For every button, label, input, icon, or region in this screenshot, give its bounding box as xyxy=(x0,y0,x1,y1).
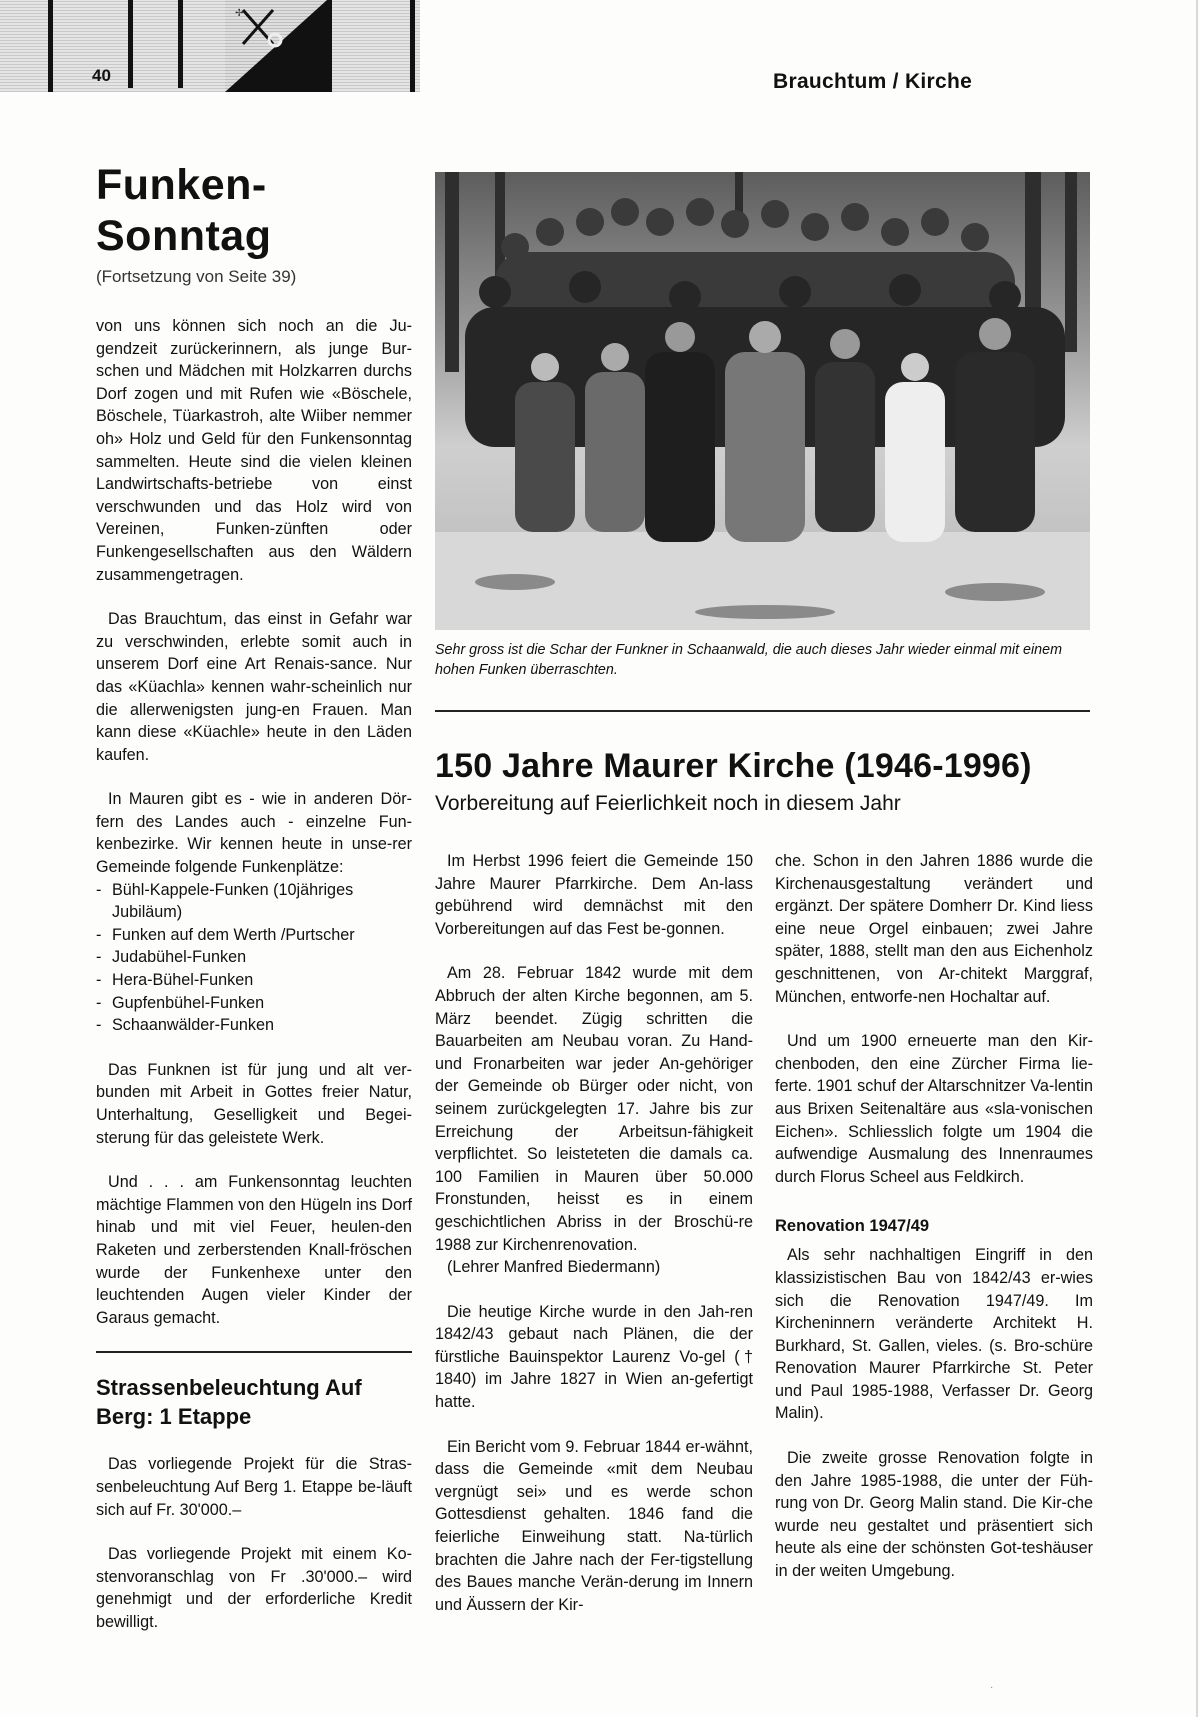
paragraph: Die heutige Kirche wurde in den Jah-ren 1842/43 gebaut nach Plänen, die der fürstliche Bauinspektor Laurenz Vo-gel († 1840) im Jahre 1827 in Wien an-gefertigt hatte. xyxy=(435,1302,753,1412)
title-line: Berg: 1 Etappe xyxy=(96,1404,252,1430)
author-signature: (Lehrer Manfred Biedermann) xyxy=(447,1258,661,1277)
header-divider xyxy=(410,0,415,92)
paragraph: Das Brauchtum, das einst in Gefahr war zu verschwinden, erlebte somit auch in unserem Dorf eine Art Renais-sance. Nur das «Küachla» kennen wahr-scheinlich nur die allerwenigsten jung-en Frauen. Man kann diese «Küachle» heute in den Läden kaufen. xyxy=(96,610,412,764)
paragraph: Im Herbst 1996 feiert die Gemeinde 150 Jahre Maurer Pfarrkirche. Dem An-lass gebührend wird demnächst mit den Vorbereitungen auf das Fest be-gonnen. xyxy=(435,852,753,938)
coat-of-arms-emblem xyxy=(225,0,327,92)
header-divider xyxy=(178,0,183,88)
continuation-note: (Fortsetzung von Seite 39) xyxy=(96,267,297,286)
section-divider xyxy=(435,710,1090,712)
title-line: Funken- xyxy=(96,161,267,209)
paragraph: Die zweite grosse Renovation folgte in den Jahre 1985-1988, die unter der Füh-rung von Dr. Georg Malin stand. Die Kir-che wurde neu gestaltet und präsentiert sich heute als eine der schönsten Got-teshäuser in der weiten Umgebung. xyxy=(775,1449,1093,1581)
funken-article xyxy=(96,160,412,1634)
paragraph: Am 28. Februar 1842 wurde mit dem Abbruch der alten Kirche begonnen, am 5. März beendet. Zügig schritten die Bauarbeiten am Neubau voran. Zu Hand- und Fronarbeiten war jeder An-gehöriger der Gemeinde ob Bürger oder nicht, von seinem zurückgelegten 17. Jahre bis zur Erreichung der Arbeitsun-fähigkeit verpflichtet. So leisteteten die damals ca. 100 Familien in Mauren über 50.000 Fronstunden, heisst es in einem geschichtlichen Abriss in der Broschü-re 1988 zur Kirchenrenovation. xyxy=(435,964,753,1254)
paragraph: Das vorliegende Projekt mit einem Ko-stenvoranschlag von Fr .30'000.– wird genehmigt und der erforderliche Kredit bewilligt. xyxy=(96,1545,412,1631)
paragraph: che. Schon in den Jahren 1886 wurde die Kirchenausgestaltung verändert und ergänzt. Der spätere Domherr Dr. Kind liess eine neue Orgel einbauen; zwei Jahre später, 1888, stellt man den aus Eichenholz geschnittenen, von Ar-chitekt Marggraf, München, entworfe-nen Hochaltar auf. xyxy=(775,852,1093,1006)
header-band xyxy=(0,0,420,92)
subsection-heading: Renovation 1947/49 xyxy=(775,1217,930,1236)
kirche-title: 150 Jahre Maurer Kirche (1946-1996) xyxy=(435,747,1032,785)
paragraph: Als sehr nachhaltigen Eingriff in den klassizistischen Bau von 1842/43 er-wies sich die Renovation 1947/49. Im Kircheninnern veränderte Architekt H. Burkhard, St. Gallen, vieles. (s. Bro-schüre Renovation Maurer Pfarrkirche St. Peter und Paul 1985-1988, Verfasser Dr. Georg Malin). xyxy=(775,1246,1093,1423)
title-line: Strassenbeleuchtung Auf xyxy=(96,1375,362,1401)
title-line: Sonntag xyxy=(96,212,272,260)
footer-mark: · xyxy=(990,1682,994,1693)
kirche-column-right xyxy=(775,850,1093,1583)
header-divider xyxy=(128,0,133,88)
list-item: - Judabühel-Funken xyxy=(96,946,412,969)
paragraph: Das vorliegende Projekt für die Stras-senbeleuchtung Auf Berg 1. Etappe be-läuft sich auf Fr. 30'000.– xyxy=(96,1455,412,1519)
paragraph: Ein Bericht vom 9. Februar 1844 er-wähnt, dass die Gemeinde «mit dem Neubau vergnügt sei» und es werde schon Gottesdienst gehalten. 1846 fand die feierliche Einweihung statt. Na-türlich brachten die Jahre nach der Fer-tigstellung des Baues manche Verän-derung im Innern und Äussern der Kir- xyxy=(435,1437,753,1614)
page-number: 40 xyxy=(92,66,111,85)
funkenplaetze-list xyxy=(96,879,412,1037)
list-item: - Hera-Bühel-Funken xyxy=(96,969,412,992)
list-item: - Gupfenbühel-Funken xyxy=(96,992,412,1015)
page-edge xyxy=(1196,0,1198,1717)
strassen-title xyxy=(96,1373,412,1431)
group-photo xyxy=(435,172,1090,630)
paragraph: von uns können sich noch an die Ju-gendzeit zurückerinnern, als junge Bur-schen und Mädchen mit Holzkarren durchs Dorf zogen und mit Rufen wie «Böschele, Böschele, Tüarkastroh, alte Wiiber nemmer oh» Holz und Geld für den Funkensonntag sammelten. Heute sind die vielen kleinen Landwirtschafts-betriebe von einst verschwunden und das Holz wird von Vereinen, Funken-zünften oder Funkengesellschaften aus den Wäldern zusammengetragen. xyxy=(96,317,412,584)
paragraph: Und um 1900 erneuerte man den Kir-chenboden, den eine Zürcher Firma lie-ferte. 1901 schuf der Altarschnitzer Va-lentin aus Brixen Seitenaltäre aus «sla-vonischen Eichen». Schliesslich folgte um 1904 die aufwendige Ausmalung des Innenraumes durch Florus Scheel aus Feldkirch. xyxy=(775,1032,1093,1186)
section-title: Brauchtum / Kirche xyxy=(773,70,973,93)
paragraph: In Mauren gibt es - wie in anderen Dör-fern des Landes auch - einzelne Fun-kenbezirke. Wir kennen heute in unse-rer Gemeinde folgende Funkenplätze: xyxy=(96,790,412,877)
list-item: - Funken auf dem Werth /Purtscher xyxy=(96,924,412,947)
header-divider xyxy=(327,0,332,92)
list-item: - Schaanwälder-Funken xyxy=(96,1014,412,1037)
photo-caption: Sehr gross ist die Schar der Funkner in Schaanwald, die auch dieses Jahr wieder einmal mit einem hohen Funken überraschten. xyxy=(435,642,1062,678)
header-divider xyxy=(48,0,53,92)
paragraph: Das Funknen ist für jung und alt ver-bunden mit Arbeit in Gottes freier Natur, Unterhaltung, Geselligkeit und Begei-sterung für das geleistete Werk. xyxy=(96,1060,412,1147)
article-title xyxy=(96,160,412,262)
kirche-subtitle: Vorbereitung auf Feierlichkeit noch in diesem Jahr xyxy=(435,792,901,815)
svg-text:✢: ✢ xyxy=(235,8,244,19)
list-item: - Bühl-Kappele-Funken (10jähriges Jubiläum) xyxy=(96,879,412,924)
kirche-column-left xyxy=(435,850,753,1616)
paragraph: Und . . . am Funkensonntag leuchten mächtige Flammen von den Hügeln ins Dorf hinab und mit viel Feuer, heulen-den Raketen und zerberstenden Knall-fröschen wurde der Funkenhexe unter den leuchtenden Augen vieler Kinder der Garaus gemacht. xyxy=(96,1173,412,1327)
